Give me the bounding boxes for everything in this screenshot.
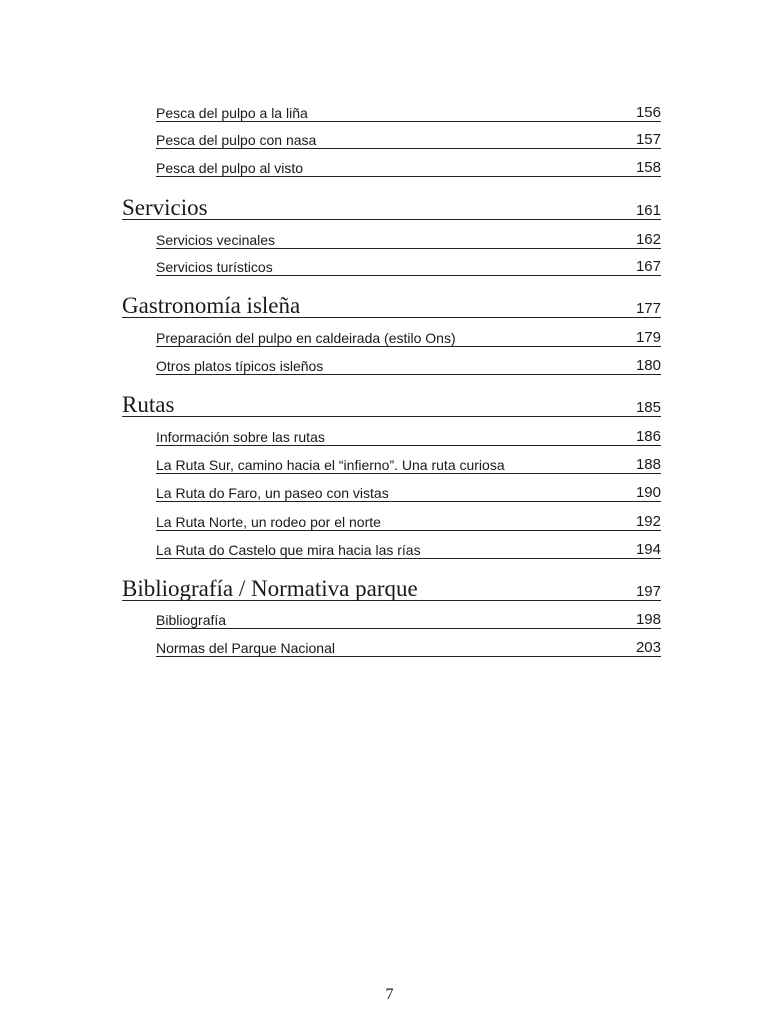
toc-entry[interactable] <box>156 355 661 375</box>
toc-entry[interactable] <box>156 482 661 502</box>
toc-section-page: 177 <box>635 300 661 317</box>
toc-entry-title: La Ruta do Castelo que mira hacia las rías <box>156 542 421 558</box>
toc-entry-page: 157 <box>635 131 661 148</box>
toc-entry-page: 162 <box>635 231 661 248</box>
toc-entry-page: 198 <box>635 611 661 628</box>
toc-section-title: Servicios <box>122 195 208 220</box>
toc-entry[interactable] <box>156 102 661 122</box>
toc-section-page: 197 <box>635 583 661 600</box>
toc-entry-title: La Ruta do Faro, un paseo con vistas <box>156 485 389 501</box>
toc-section-heading[interactable] <box>122 387 661 417</box>
toc-entry-page: 156 <box>635 104 661 121</box>
toc-entry-title: Servicios vecinales <box>156 232 276 248</box>
toc-entry[interactable] <box>156 256 661 276</box>
toc-entry[interactable] <box>156 426 661 446</box>
toc-entry[interactable] <box>156 637 661 657</box>
toc-entry-page: 190 <box>635 484 661 501</box>
toc-entry[interactable] <box>156 129 661 149</box>
toc-entry[interactable] <box>156 539 661 559</box>
toc-entry-page: 186 <box>635 428 661 445</box>
toc-section-title: Rutas <box>122 392 175 417</box>
toc-entry-page: 179 <box>635 329 661 346</box>
toc-entry-page: 188 <box>635 456 661 473</box>
toc-entry-page: 194 <box>635 541 661 558</box>
toc-section-heading[interactable] <box>122 190 661 220</box>
toc-entry-page: 158 <box>635 159 661 176</box>
toc-entry-title: Pesca del pulpo a la liña <box>156 105 308 121</box>
toc-entry-title: Información sobre las rutas <box>156 429 325 445</box>
toc-section-page: 185 <box>635 399 661 416</box>
toc-section-title: Gastronomía isleña <box>122 293 301 318</box>
toc-entry-title: Pesca del pulpo con nasa <box>156 132 317 148</box>
toc-entry-title: Servicios turísticos <box>156 259 273 275</box>
toc-entry[interactable] <box>156 454 661 474</box>
toc-entry-title: Preparación del pulpo en caldeirada (estilo Ons) <box>156 330 456 346</box>
toc-entry[interactable] <box>156 511 661 531</box>
toc-entry[interactable] <box>156 157 661 177</box>
toc-entry[interactable] <box>156 609 661 629</box>
toc-entry-title: Otros platos típicos isleños <box>156 358 324 374</box>
toc-section-heading[interactable] <box>122 288 661 318</box>
toc-entry[interactable] <box>156 229 661 249</box>
toc-entry-title: La Ruta Norte, un rodeo por el norte <box>156 514 381 530</box>
toc-entry-title: Bibliografía <box>156 612 227 628</box>
toc-entry-title: Normas del Parque Nacional <box>156 640 335 656</box>
toc-entry[interactable] <box>156 327 661 347</box>
toc-entry-page: 203 <box>635 639 661 656</box>
toc-section-title: Bibliografía / Normativa parque <box>122 576 418 601</box>
toc-entry-page: 180 <box>635 357 661 374</box>
toc-entry-page: 167 <box>635 258 661 275</box>
page-number: 7 <box>385 986 394 1003</box>
toc-section-heading[interactable] <box>122 571 661 601</box>
toc-entry-page: 192 <box>635 513 661 530</box>
toc-entry-title: La Ruta Sur, camino hacia el “infierno”. Una ruta curiosa <box>156 457 505 473</box>
toc-section-page: 161 <box>635 202 661 219</box>
toc-entry-title: Pesca del pulpo al visto <box>156 160 304 176</box>
